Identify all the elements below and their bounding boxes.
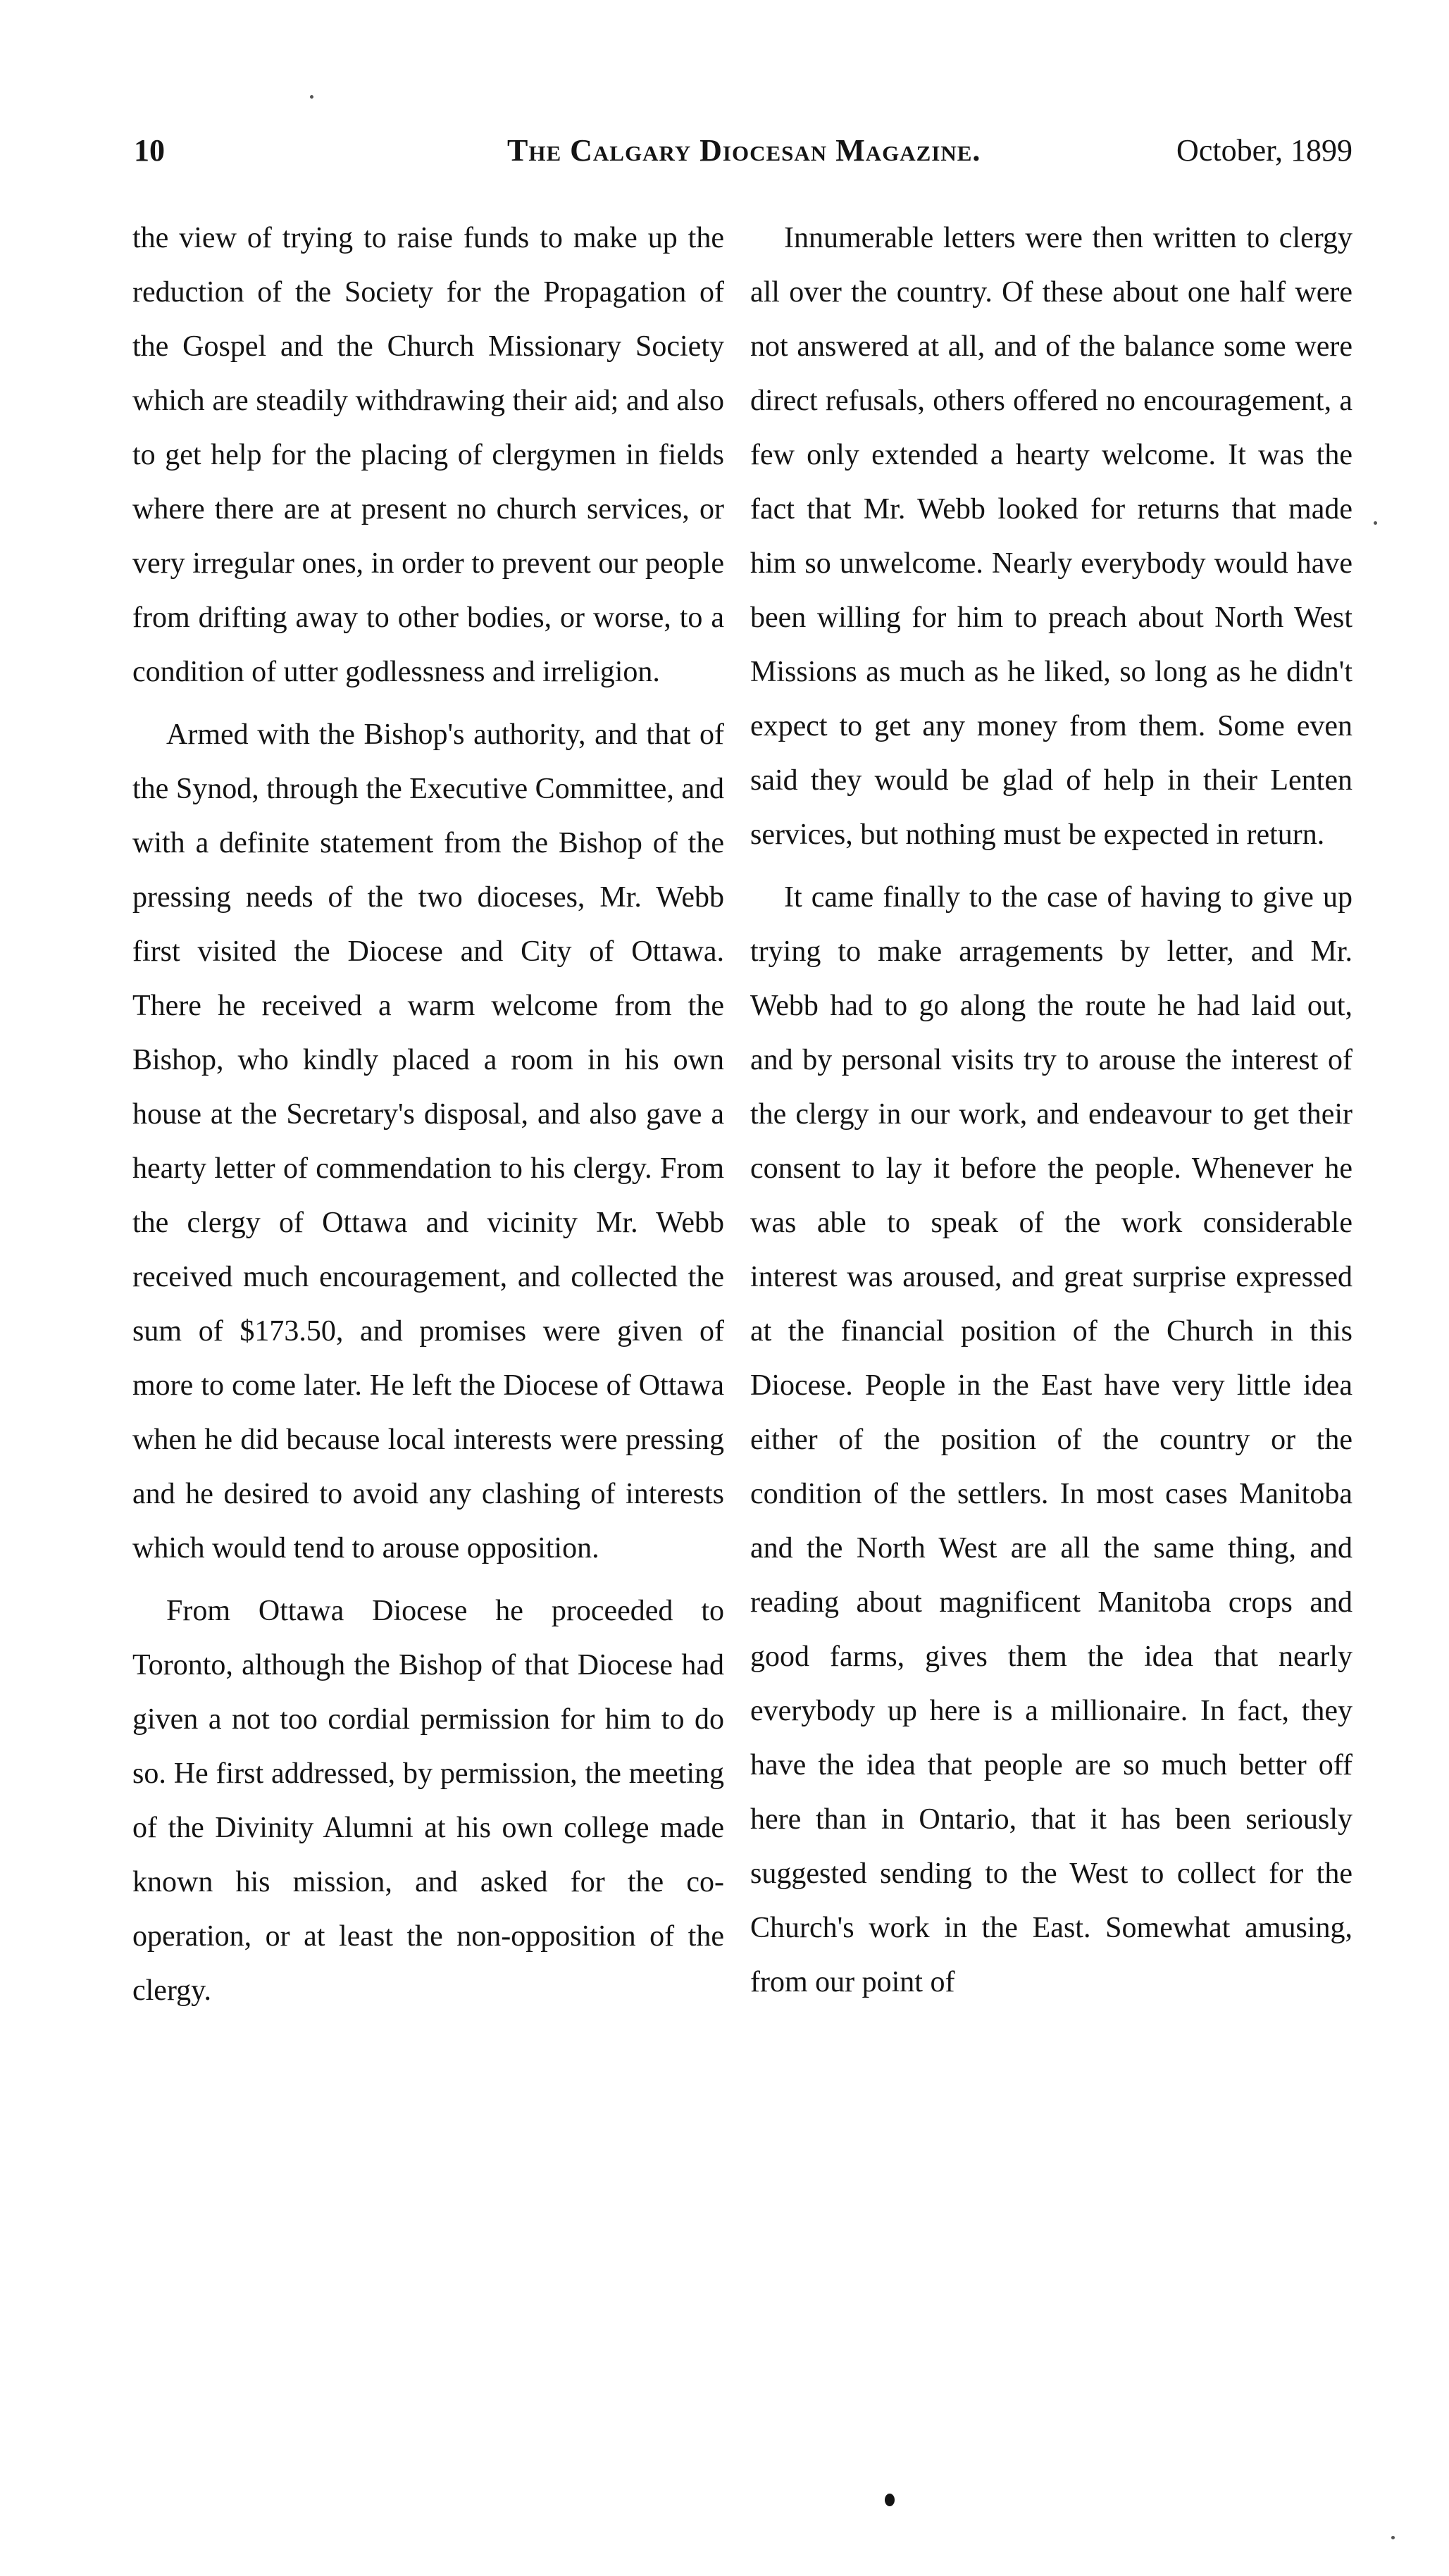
page-header <box>127 132 1352 189</box>
scan-speck <box>310 95 313 99</box>
paragraph: Innumerable letters were then written to clergy all over the country. Of these about one half were not answered at all, and of the balance some were direct refusals, others offered no encouragement, a few only extended a hearty welcome. It was the fact that Mr. Webb looked for returns that made him so unwelcome. Nearly everybody would have been willing for him to preach about North West Missions as much as he liked, so long as he didn't expect to get any money from them. Some even said they would be glad of help in their Lenten services, but nothing must be expected in return. <box>750 222 1352 851</box>
paragraph: Armed with the Bishop's authority, and that of the Synod, through the Executive Committee, and with a definite statement from the Bishop of the pressing needs of the two dioceses, Mr. Webb first visited the Diocese and City of Ottawa. There he received a warm welcome from the Bishop, who kindly placed a room in his own house at the Secretary's disposal, and also gave a hearty letter of commendation to his clergy. From the clergy of Ottawa and vicinity Mr. Webb received much encouragement, and collected the sum of $173.50, and promises were given of more to come later. He left the Diocese of Ottawa when he did because local interests were pressing and he desired to avoid any clashing of interests which would tend to arouse opposition. <box>132 718 724 1564</box>
paragraph: From Ottawa Diocese he proceeded to Toronto, although the Bishop of that Diocese had given a not too cordial permission for him to do so. He first addressed, by permission, the meeting of the Divinity Alumni at his own college made known his mission, and asked for the co-operation, or at least the non-opposition of the clergy. <box>132 1595 724 2007</box>
issue-date: October, 1899 <box>1176 133 1352 168</box>
footer-ornament <box>885 2494 895 2506</box>
left-column <box>132 211 724 2018</box>
right-column <box>750 211 1352 2010</box>
scan-speck <box>1391 2536 1395 2539</box>
page-number: 10 <box>134 133 165 168</box>
scan-speck <box>1374 521 1377 525</box>
paragraph: It came finally to the case of having to give up trying to make arragements by letter, and Mr. Webb had to go along the route he had laid out, and by personal visits try to arouse the interest of the clergy in our work, and endeavour to get their consent to lay it before the people. Whenever he was able to speak of the work considerable interest was aroused, and great surprise expressed at the financial position of the Church in this Diocese. People in the East have very little idea either of the position of the country or the condition of the settlers. In most cases Manitoba and the North West are all the same thing, and reading about magnificent Manitoba crops and good farms, gives them the idea that nearly everybody up here is a millionaire. In fact, they have the idea that people are so much better off here than in Ontario, that it has been seriously suggested sending to the West to collect for the Church's work in the East. Somewhat amusing, from our point of <box>750 881 1352 1998</box>
running-title: The Calgary Diocesan Magazine. <box>507 133 981 168</box>
paragraph: the view of trying to raise funds to make up the reduction of the Society for the Propagation of the Gospel and the Church Missionary Society which are steadily withdrawing their aid; and also to get help for the placing of clergymen in fields where there are at present no church services, or very irregular ones, in order to prevent our people from drifting away to other bodies, or worse, to a condition of utter godlessness and irreligion. <box>132 222 724 688</box>
